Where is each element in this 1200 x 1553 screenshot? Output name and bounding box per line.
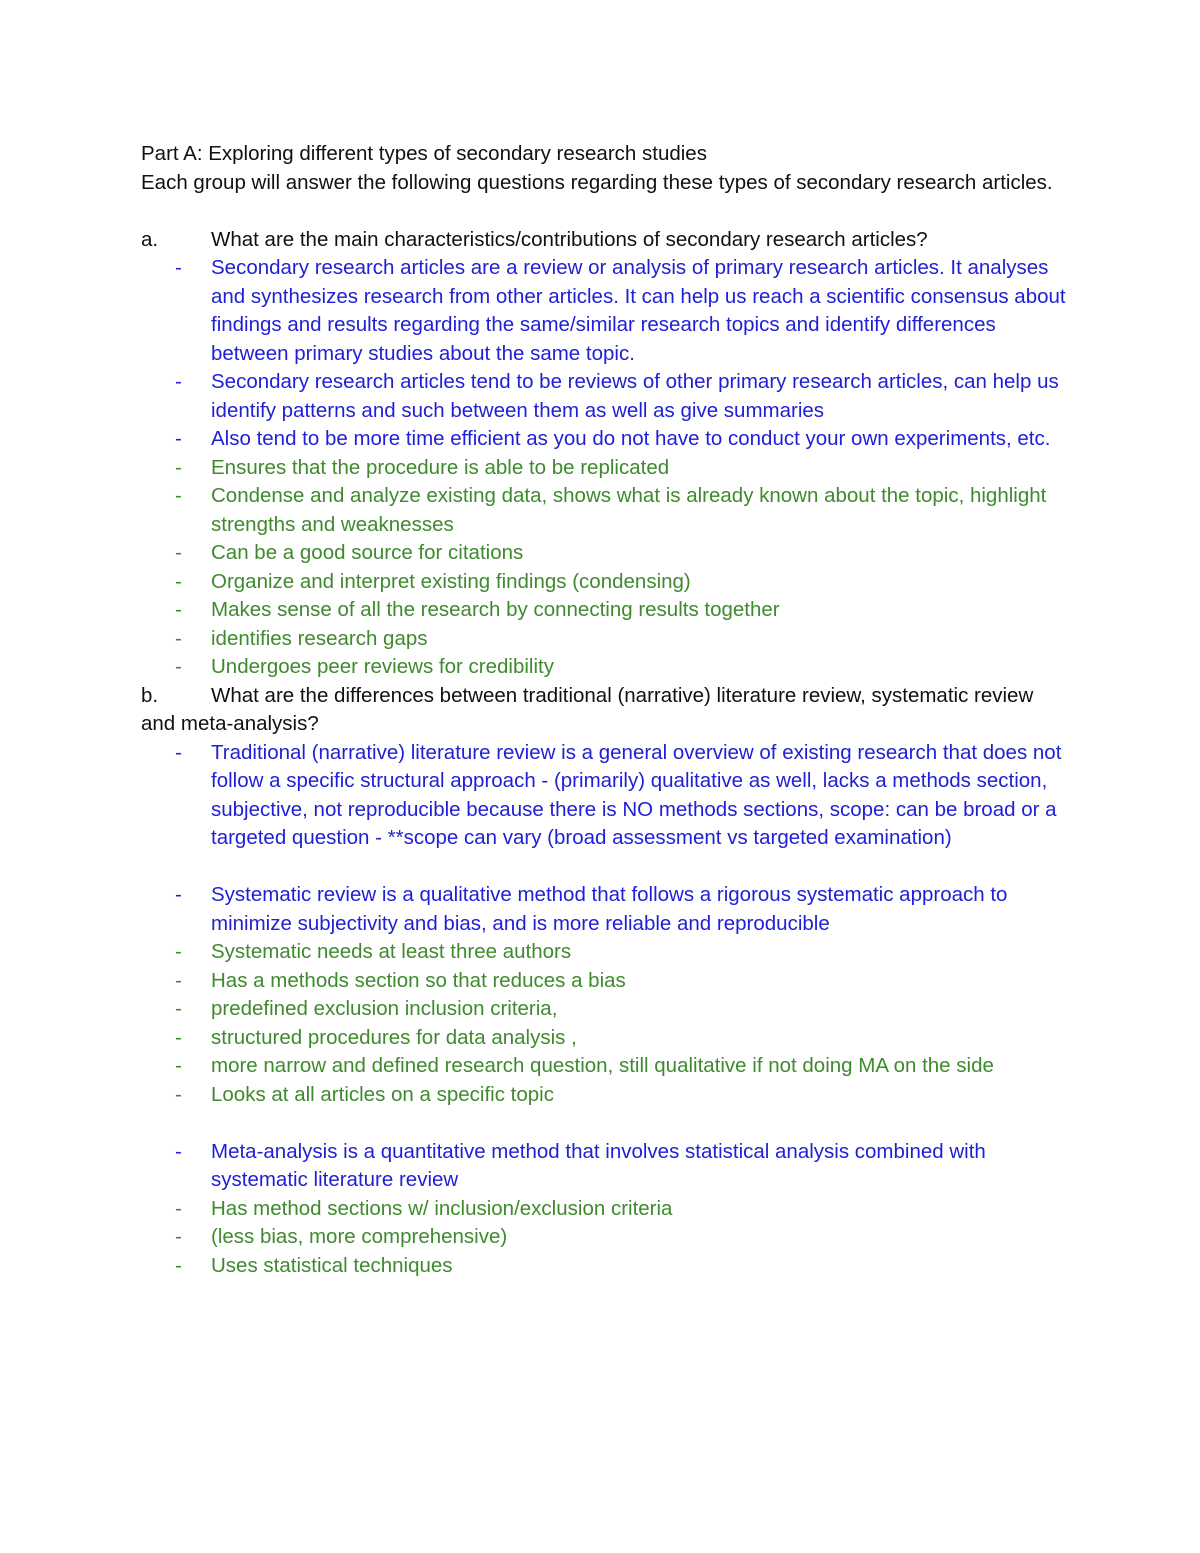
dash-marker: - bbox=[175, 427, 182, 450]
dash-marker: - bbox=[175, 940, 182, 963]
answer-text: Has method sections w/ inclusion/exclusion criteria bbox=[211, 1196, 673, 1220]
answer-text: (less bias, more comprehensive) bbox=[211, 1225, 508, 1248]
answer-bullet bbox=[141, 938, 1071, 967]
question-b-prompt bbox=[141, 682, 1071, 739]
answer-bullet bbox=[141, 739, 1071, 853]
answer-text: Meta-analysis is a quantitative method that involves statistical analysis combined with systematic literature review bbox=[211, 1139, 986, 1191]
document-title: Part A: Exploring different types of secondary research studies bbox=[141, 142, 707, 165]
answer-text: Has a methods section so that reduces a bias bbox=[211, 968, 626, 992]
question-a-text: What are the main characteristics/contributions of secondary research articles? bbox=[211, 227, 928, 251]
answer-text: Undergoes peer reviews for credibility bbox=[211, 655, 554, 678]
dash-marker: - bbox=[175, 1025, 182, 1049]
blank-line bbox=[141, 853, 1071, 882]
spacer bbox=[141, 197, 1071, 226]
answer-bullet bbox=[141, 1138, 1071, 1195]
answer-text: Systematic needs at least three authors bbox=[211, 940, 572, 963]
dash-marker: - bbox=[175, 455, 182, 479]
answer-bullet bbox=[141, 368, 1071, 425]
answer-text: Systematic review is a qualitative method that follows a rigorous systematic approach to minimize subjectivity and bias, and is more reliable and reproducible bbox=[211, 883, 1008, 935]
answer-text: Makes sense of all the research by connecting results together bbox=[211, 598, 780, 621]
blank-line bbox=[141, 1109, 1071, 1138]
question-a-answers bbox=[141, 254, 1071, 682]
answer-bullet bbox=[141, 539, 1071, 568]
question-b-label: b. bbox=[141, 683, 159, 707]
question-a-label: a. bbox=[141, 227, 159, 251]
question-a-prompt bbox=[141, 226, 1071, 255]
question-b-answers bbox=[141, 739, 1071, 1281]
dash-marker: - bbox=[175, 370, 182, 393]
dash-marker: - bbox=[175, 740, 182, 764]
dash-marker: - bbox=[175, 968, 182, 992]
dash-marker: - bbox=[175, 1225, 182, 1248]
answer-text: Ensures that the procedure is able to be replicated bbox=[211, 455, 670, 479]
answer-text: Looks at all articles on a specific topic bbox=[211, 1082, 554, 1106]
dash-marker: - bbox=[175, 883, 182, 906]
answer-text: identifies research gaps bbox=[211, 626, 428, 650]
answer-text: structured procedures for data analysis , bbox=[211, 1025, 577, 1049]
answer-text: Condense and analyze existing data, shows what is already known about the topic, highlight strengths and weaknesses bbox=[211, 484, 1047, 536]
dash-marker: - bbox=[175, 997, 182, 1020]
dash-marker: - bbox=[175, 484, 182, 507]
dash-marker: - bbox=[175, 256, 182, 279]
dash-marker: - bbox=[175, 1253, 182, 1277]
answer-bullet bbox=[141, 482, 1071, 539]
answer-bullet bbox=[141, 995, 1071, 1024]
answer-bullet bbox=[141, 653, 1071, 682]
answer-bullet bbox=[141, 1252, 1071, 1281]
answer-bullet bbox=[141, 1195, 1071, 1224]
answer-text: Secondary research articles are a review or analysis of primary research articles. It analyses and synthesizes research from other articles. It can help us reach a scientific consensus about findings and results regarding the same/similar research topics and identify differences between primary studies about the same topic. bbox=[211, 256, 1066, 365]
answer-text: Also tend to be more time efficient as you do not have to conduct your own experiments, etc. bbox=[211, 427, 1051, 450]
dash-marker: - bbox=[175, 626, 182, 650]
answer-bullet bbox=[141, 881, 1071, 938]
answer-bullet bbox=[141, 1024, 1071, 1053]
answer-bullet bbox=[141, 1223, 1071, 1252]
answer-text: Can be a good source for citations bbox=[211, 541, 524, 564]
answer-bullet bbox=[141, 425, 1071, 454]
dash-marker: - bbox=[175, 569, 182, 593]
question-b-text: What are the differences between traditional (narrative) literature review, systematic review and meta-analysis? bbox=[141, 683, 1034, 735]
answer-text: more narrow and defined research question, still qualitative if not doing MA on the side bbox=[211, 1054, 994, 1077]
answer-bullet bbox=[141, 1081, 1071, 1110]
dash-marker: - bbox=[175, 598, 182, 621]
dash-marker: - bbox=[175, 1054, 182, 1077]
answer-text: Organize and interpret existing findings (condensing) bbox=[211, 569, 691, 593]
dash-marker: - bbox=[175, 655, 182, 678]
answer-bullet bbox=[141, 454, 1071, 483]
dash-marker: - bbox=[175, 541, 182, 564]
answer-bullet bbox=[141, 625, 1071, 654]
answer-bullet bbox=[141, 596, 1071, 625]
answer-bullet bbox=[141, 568, 1071, 597]
answer-text: predefined exclusion inclusion criteria, bbox=[211, 997, 558, 1020]
document-page bbox=[141, 140, 1071, 1280]
dash-marker: - bbox=[175, 1196, 182, 1220]
answer-bullet bbox=[141, 1052, 1071, 1081]
answer-text: Traditional (narrative) literature review is a general overview of existing research that does not follow a specific structural approach - (primarily) qualitative as well, lacks a methods section, subjective, not reproducible because there is NO methods sections, scope: can be broad or a targeted question - **scope can vary (broad assessment vs targeted examination) bbox=[211, 740, 1062, 849]
dash-marker: - bbox=[175, 1082, 182, 1106]
answer-bullet bbox=[141, 967, 1071, 996]
answer-bullet bbox=[141, 254, 1071, 368]
question-a bbox=[141, 226, 1071, 682]
document-intro: Each group will answer the following questions regarding these types of secondary research articles. bbox=[141, 170, 1053, 194]
answer-text: Secondary research articles tend to be reviews of other primary research articles, can help us identify patterns and such between them as well as give summaries bbox=[211, 370, 1059, 422]
answer-text: Uses statistical techniques bbox=[211, 1253, 453, 1277]
dash-marker: - bbox=[175, 1139, 182, 1163]
question-b bbox=[141, 682, 1071, 1281]
